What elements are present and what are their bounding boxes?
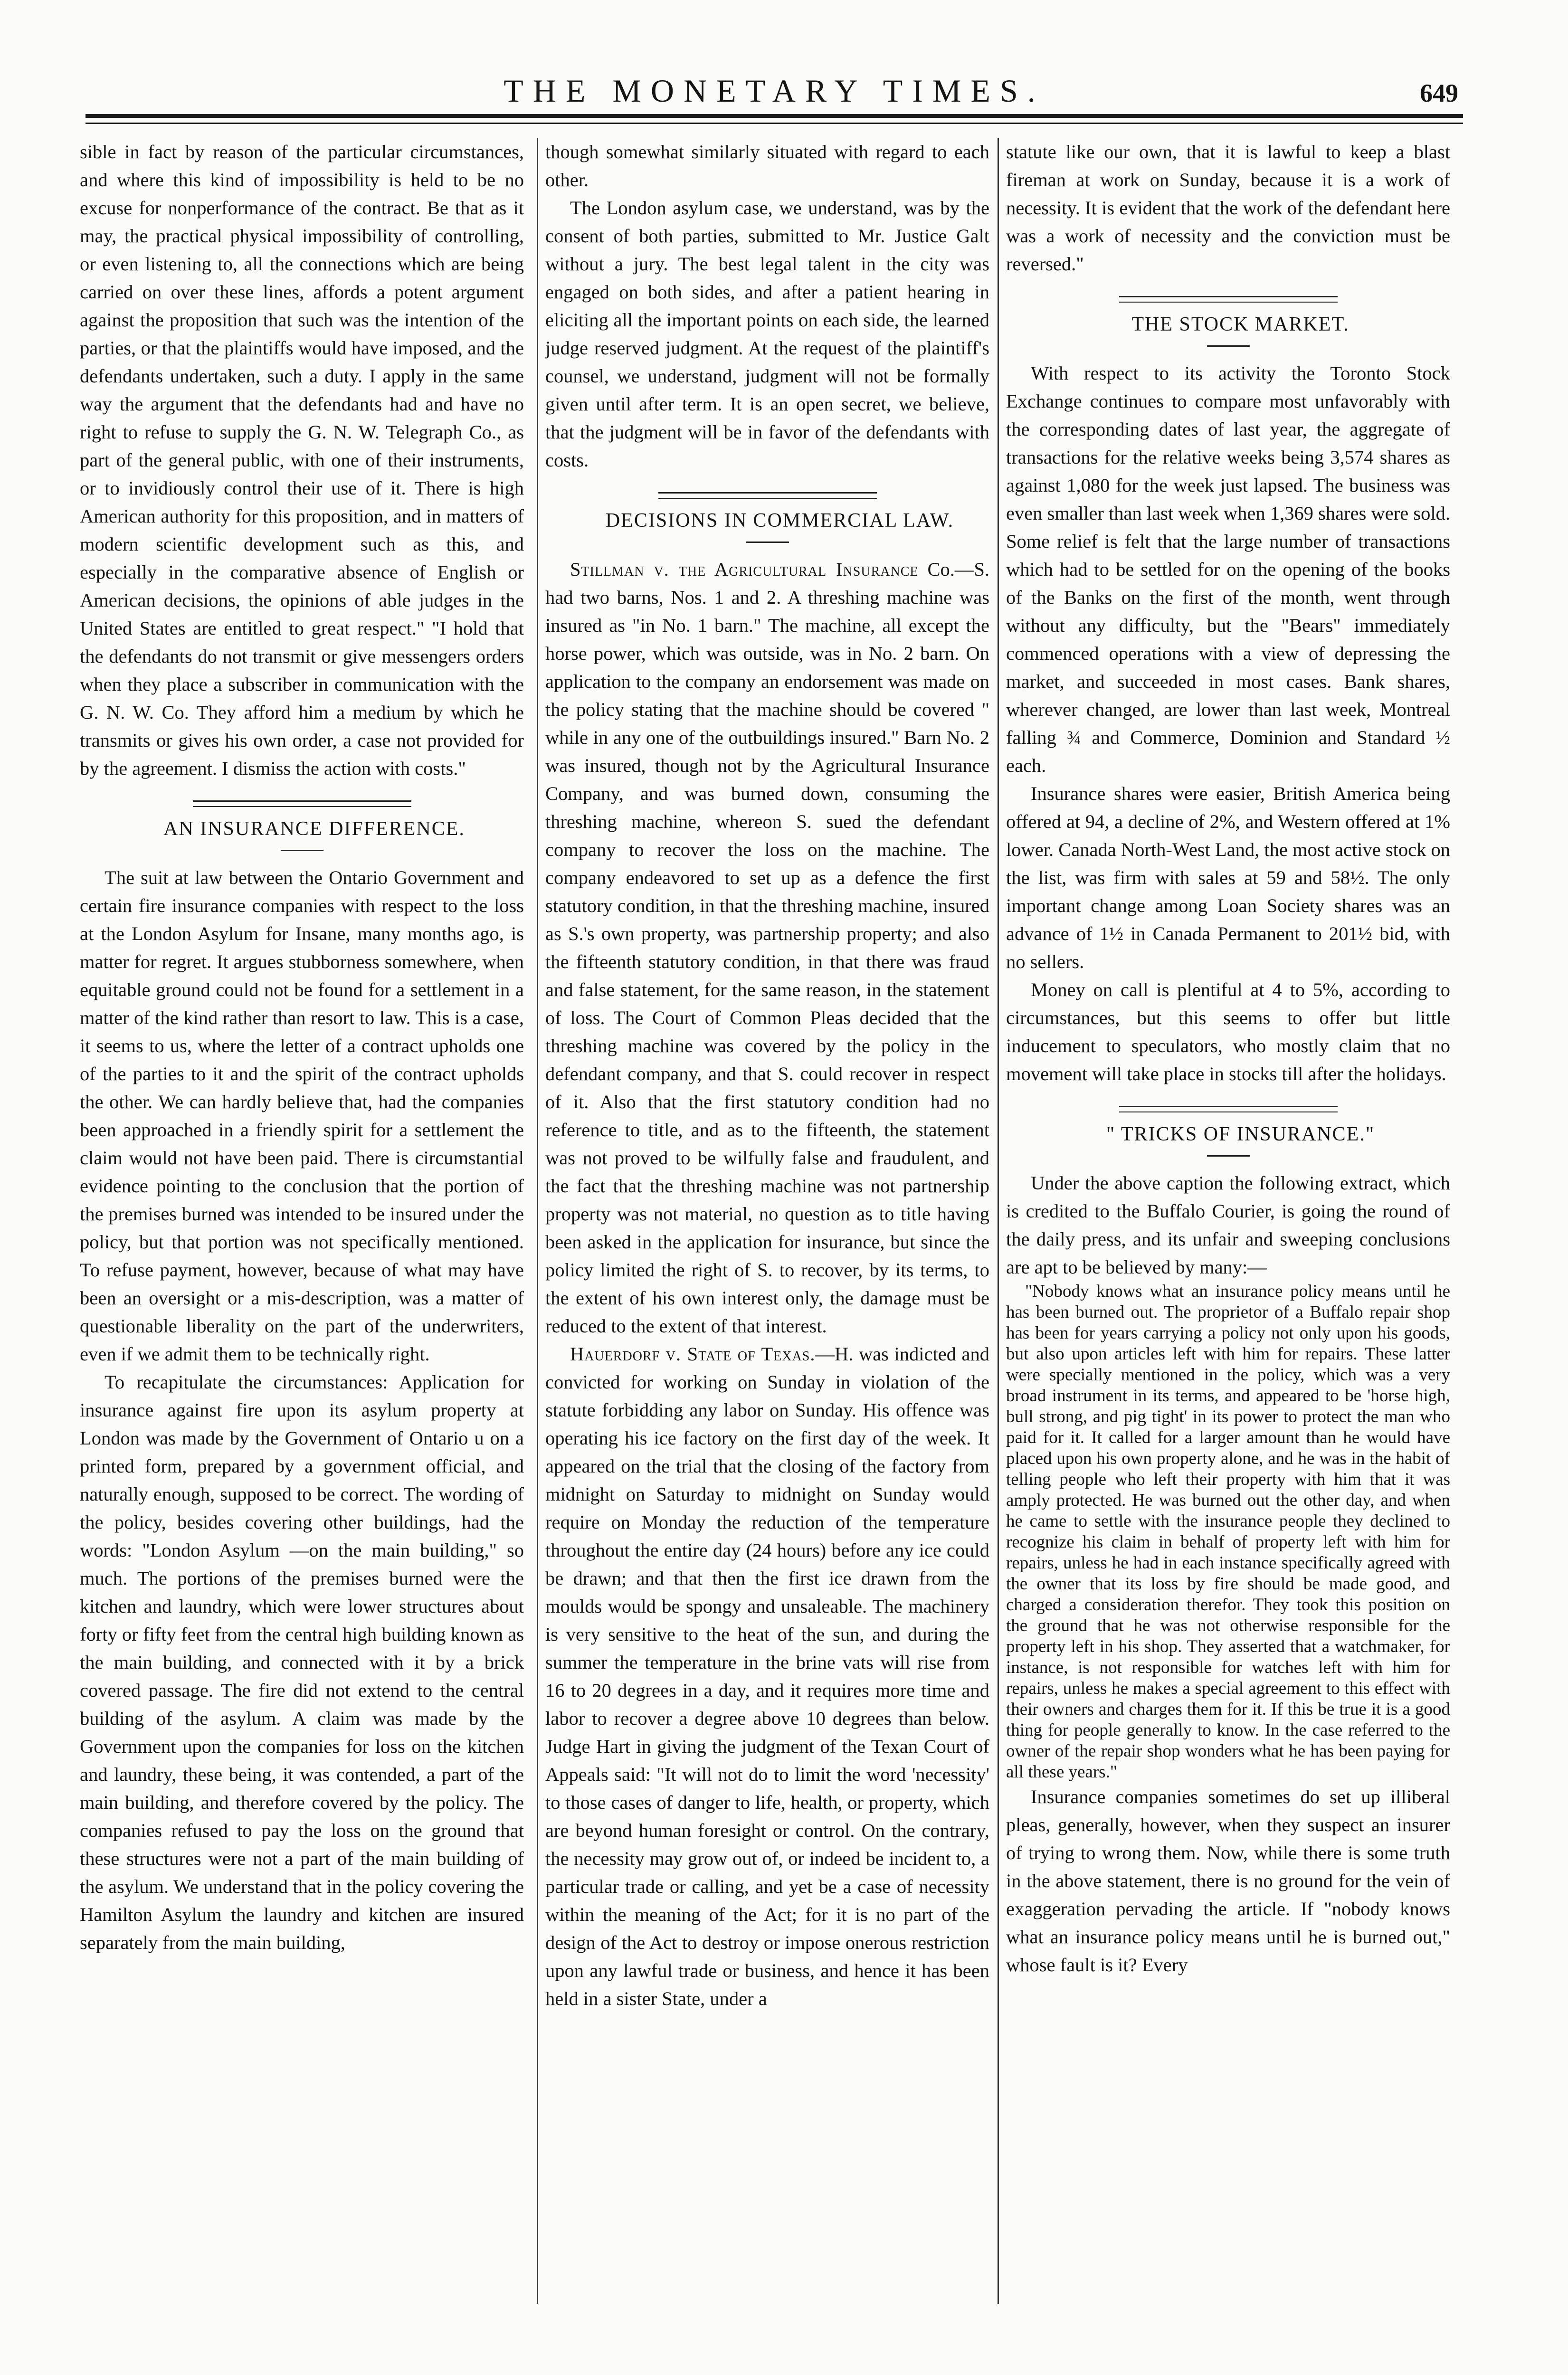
article-paragraph: statute like our own, that it is lawful to keep a blast fireman at work on Sunday, because it is a work of necessity. It is evident that the work of the defendant here was a work of necessity and the conviction must be reversed." [1006,141,1450,275]
case-title: Hauerdorf v. State of Texas. [570,1343,816,1365]
article-paragraph: Money on call is plentiful at 4 to 5%, according to circumstances, but this seems to offer but little inducement to speculators, who mostly claim that no movement will take place in stocks till after the holidays. [1006,979,1450,1084]
quoted-paragraph: "Nobody knows what an insurance policy means until he has been burned out. The proprietor of a Buffalo repair shop has been for years carrying a policy not only upon his goods, but also upon articles left with him for repairs. These latter were specially mentioned in the policy, which was a very broad instrument in its terms, and appeared to be 'horse high, bull strong, and pig tight' in its power to protect the man who paid for it. It called for a larger amount than he would have placed upon his own property alone, and he was in the habit of telling people who left their property with him that it was amply protected. He was burned out the other day, and when he came to settle with the insurance people they declined to recognize his claim in behalf of property left with him for repairs, unless he had in each instance specifically agreed with the owner that its loss by fire should be made good, and charged a consideration therefor. They took this position on the ground that he was not otherwise responsible for the property left in his shop. They asserted that a watchmaker, for instance, is not responsible for watches left with him for repairs, unless he makes a special agreement to this effect with their owners and charges them for it. If this be true it is a good thing for people generally to know. In the case referred to the owner of the repair shop wonders what he has been paying for all these years." [1006,1282,1450,1782]
article-paragraph: Insurance shares were easier, British America being offered at 94, a decline of 2%, and Western offered at 1% lower. Canada North-West Land, the most active stock on the list, was firm with sales at 59 and 58½. The only important change among Loan Society shares was an advance of 1½ in Canada Permanent to 201½ bid, with no sellers. [1006,783,1450,972]
column-divider [998,138,999,2304]
article-paragraph: Insurance companies sometimes do set up illiberal pleas, generally, however, when they suspect an insurer of trying to wrong them. Now, while there is some truth in the above statement, there is no ground for the vein of exaggeration pervading the article. If "nobody knows what an insurance policy means until he is burned out," whose fault is it? Every [1006,1786,1450,1976]
article-paragraph: The suit at law between the Ontario Government and certain fire insurance companies with respect to the loss at the London Asylum for Insane, many months ago, is matter for regret. It argues stubborness somewhere, when equitable ground could not be found for a settlement in a matter of the kind rather than resort to law. This is a case, it seems to us, where the letter of a contract upholds one of the parties to it and the spirit of the contract upholds the other. We can hardly believe that, had the companies been approached in a friendly spirit for a settlement the claim would not have been paid. There is circumstantial evidence pointing to the conclusion that the portion of the premises burned was intended to be insured under the policy, but that portion was not specifically mentioned. To refuse payment, however, because of what may have been an oversight or a mis-description, was a matter of questionable liberality on the part of the underwriters, even if we admit them to be technically right. [80,867,524,1365]
case-text: —H. was indicted and convicted for working on Sunday in violation of the statute forbidding any labor on Sunday. His offence was operating his ice factory on the first day of the week. It appeared on the trial that the closing of the factory from midnight on Saturday to midnight on Sunday would require on Monday the reduction of the temperature throughout the entire day (24 hours) before any ice could be drawn; and that then the first ice drawn from the moulds would be spongy and unsaleable. The machinery is very sensitive to the heat of the sun, and during the summer the temperature in the brine vats will rise from 16 to 20 degrees in a day, and it requires more time and labor to recover a degree above 10 degrees than below. Judge Hart in giving the judgment of the Texan Court of Appeals said: "It will not do to limit the word 'necessity' to those cases of danger to life, health, or property, which are beyond human foresight or control. On the contrary, the necessity may grow out of, or indeed be incident to, a particular trade or calling, and yet be a case of necessity within the meaning of the Act; for it is no part of the design of the Act to destroy or impose onerous restriction upon any lawful trade or business, and hence it has been held in a sister State, under a [545,1343,989,2009]
section-heading-insurance-difference: AN INSURANCE DIFFERENCE. [163,818,465,840]
header-rule-thin [86,123,1463,124]
quoted-extract [1006,1281,1450,1783]
case-paragraph [545,1340,989,2013]
masthead [86,66,1463,119]
heading-rule [746,542,789,543]
section-heading-stock-market: THE STOCK MARKET. [1131,314,1349,335]
article-paragraph: Under the above caption the following extract, which is credited to the Buffalo Courier, is going the round of the daily press, and its unfair and sweeping conclusions are apt to be believed by many:— [1006,1172,1450,1278]
section-heading-decisions-commercial-law: DECISIONS IN COMMERCIAL LAW. [605,510,954,532]
case-paragraph [545,555,989,1340]
article-paragraph: To recapitulate the circumstances: Application for insurance against fire upon its asylum property at London was made by the Government of Ontario u on a printed form, prepared by a government official, and naturally enough, supposed to be correct. The wording of the policy, besides covering other buildings, had the words: "London Asylum —on the main building," so much. The portions of the premises burned were the kitchen and laundry, which were lower structures about forty or fifty feet from the central high building known as the main building, and connected with it by a brick covered passage. The fire did not extend to the central building of the asylum. A claim was made by the Government upon the companies for loss on the kitchen and laundry, these being, it was contended, a part of the main building, and therefore covered by the policy. The companies refused to pay the loss on the ground that these structures were not a part of the main building of the asylum. We understand that in the policy covering the Hamilton Asylum the laundry and kitchen are insured separately from the main building, [80,1371,524,1953]
heading-rule [1207,345,1250,347]
article-paragraph: The London asylum case, we understand, was by the consent of both parties, submitted to Mr. Justice Galt without a jury. The best legal talent in the city was engaged on both sides, and after a patient hearing in eliciting all the important points on each side, the learned judge reserved judgment. At the request of the plaintiff's counsel, we understand, judgment will not be formally given until after term. It is an open secret, we believe, that the judgment will be in favor of the defendants with costs. [545,197,989,471]
section-heading-tricks-of-insurance: " TRICKS OF INSURANCE." [1106,1123,1375,1145]
page-number: 649 [1420,79,1458,107]
column-3 [1006,138,1450,2304]
heading-rule [281,850,323,851]
section-separator [1006,1101,1450,1120]
column-1 [80,138,524,2304]
section-separator [1006,291,1450,310]
case-title: Stillman v. the Agricultural Insurance [570,559,919,580]
heading-rule [1207,1155,1250,1157]
column-divider [537,138,538,2304]
article-paragraph: With respect to its activity the Toronto Stock Exchange continues to compare most unfavorably with the corresponding dates of last year, the aggregate of transactions for the relative weeks being 3,574 shares as against 1,080 for the week just lapsed. The business was even smaller than last week when 1,369 shares were sold. Some relief is felt that the large number of transactions which had to be settled for on the opening of the books of the Banks on the first of the month, went through without any difficulty, but the "Bears" immediately commenced operations with a view of depressing the market, and succeeded in most cases. Bank shares, wherever changed, are lower than last week, Montreal falling ¾ and Commerce, Dominion and Standard ½ each. [1006,362,1450,776]
article-paragraph: sible in fact by reason of the particular circumstances, and where this kind of impossibility is held to be no excuse for nonperformance of the contract. Be that as it may, the practical physical impossibility of controlling, or even listening to, all the connections which are being carried on over these lines, affords a potent argument against the proposition that such was the intention of the parties, or that the plaintiffs would have imposed, and the defendants undertaken, such a duty. I apply in the same way the argument that the defendants had and have no right to refuse to supply the G. N. W. Telegraph Co., as part of the general public, with one of their instruments, or to invidiously control their use of it. There is high American authority for this proposition, and in matters of modern scientific development such as this, and especially in the comparative absence of English or American decisions, the opinions of able judges in the United States are entitled to great respect." "I hold that the defendants do not transmit or give messengers orders when they place a subscriber in communication with the G. N. W. Co. They afford him a medium by which he transmits or gives his own order, a case not provided for by the agreement. I dismiss the action with costs." [80,141,524,779]
article-paragraph: though somewhat similarly situated with regard to each other. [545,141,989,190]
section-separator [80,796,524,815]
column-2 [545,138,989,2304]
case-text: Co.—S. had two barns, Nos. 1 and 2. A threshing machine was insured as "in No. 1 barn." The machine, all except the horse power, which was outside, was in No. 2 barn. On application to the company an endorsement was made on the policy stating that the machine should be covered " while in any one of the outbuildings insured." Barn No. 2 was insured, though not by the Agricultural Insurance Company, and was burned down, consuming the threshing machine, whereon S. sued the defendant company to recover the loss on the machine. The company endeavored to set up as a defence the first statutory condition, in that the threshing machine, insured as S.'s own property, was partnership property; and also the fifteenth statutory condition, in that there was fraud and false statement, for the same reason, in the statement of loss. The Court of Common Pleas decided that the threshing machine was covered by the policy in the defendant company, and that S. could recover in respect of it. Also that the first statutory condition had no reference to title, and as to the fifteenth, the statement was not proved to be wilfully false and fraudulent, and the fact that the threshing machine was not partnership property was not material, no question as to title having been asked in the application for insurance, but since the policy limited the right of S. to recover, by its terms, to the extent of his own interest only, the damage must be reduced to the extent of that interest. [545,559,989,1337]
header-rule-thick [86,114,1463,118]
section-separator [545,487,989,506]
running-title: THE MONETARY TIMES. [504,73,1045,109]
